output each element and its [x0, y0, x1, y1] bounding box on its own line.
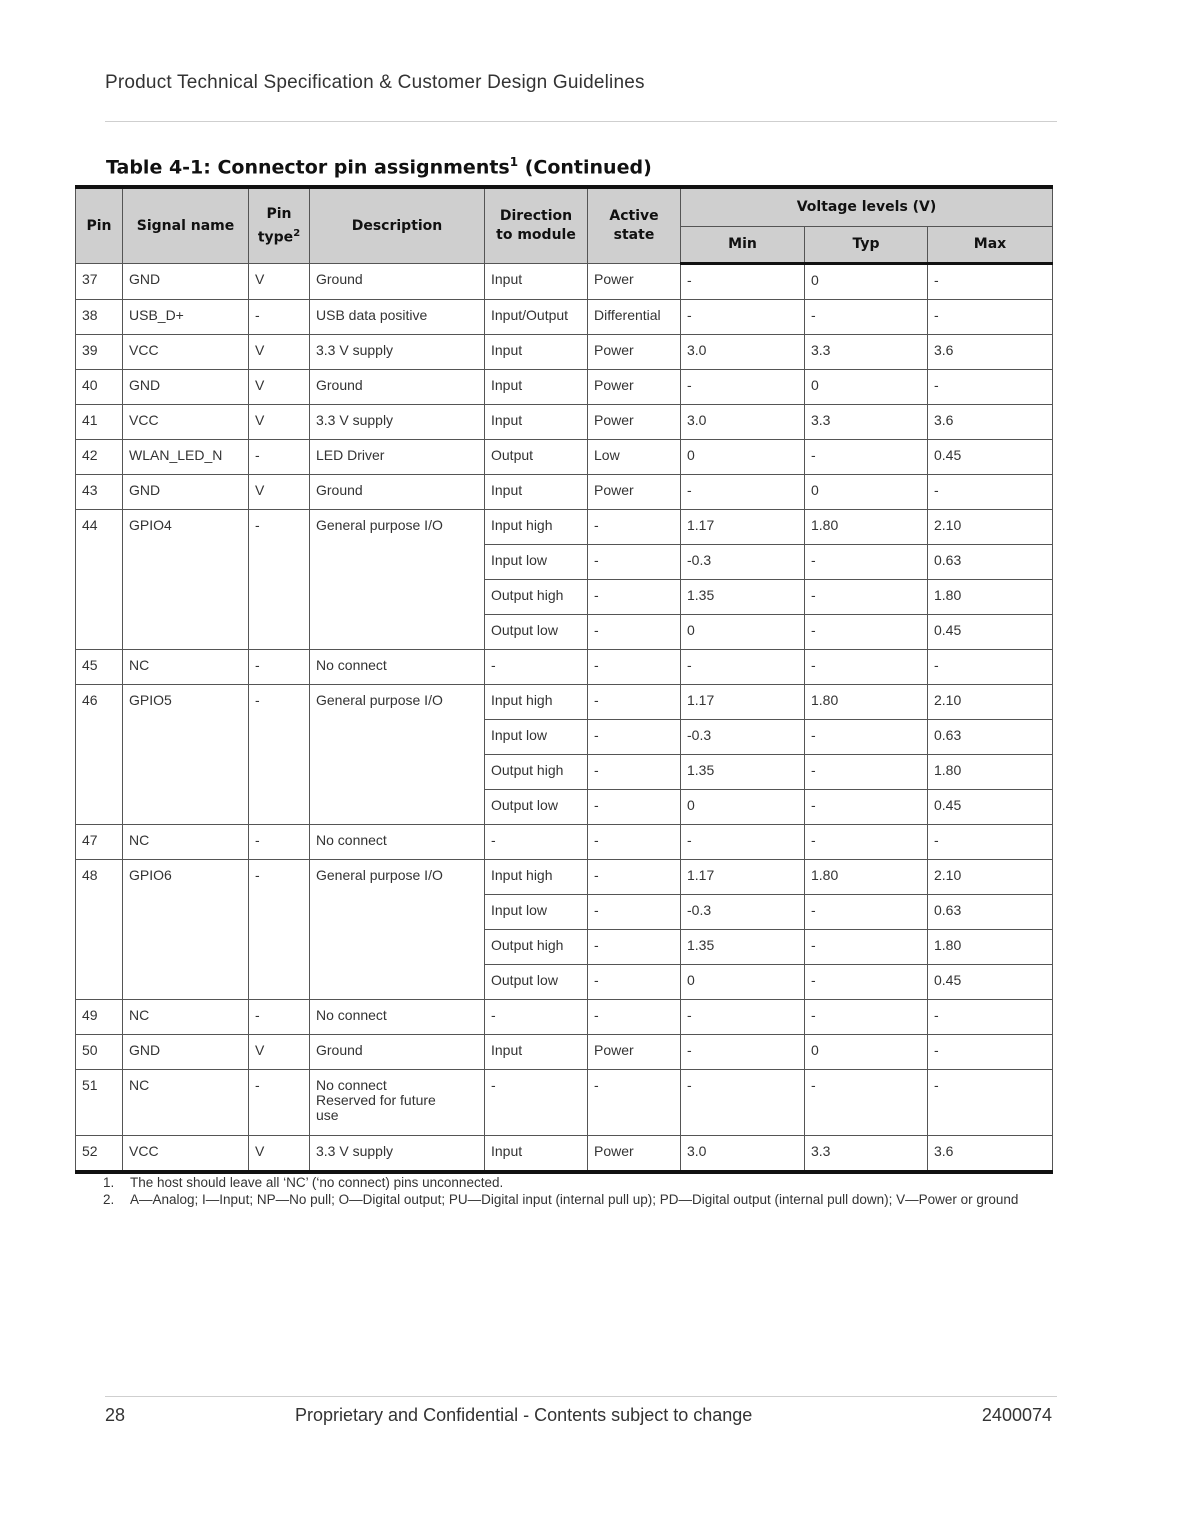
- cell-pin: 41: [76, 405, 123, 440]
- cell-min: 1.17: [681, 860, 805, 895]
- cell-active-state: Low: [588, 440, 681, 475]
- page-header: Product Technical Specification & Customer Design Guidelines: [105, 72, 645, 93]
- cell-active-state: Power: [588, 335, 681, 370]
- cell-min: -: [681, 1035, 805, 1070]
- cell-max: -: [928, 370, 1053, 405]
- cell-typ: -: [805, 755, 928, 790]
- table-row: [76, 440, 1053, 475]
- cell-pin: 42: [76, 440, 123, 475]
- cell-pin: 46: [76, 685, 123, 825]
- cell-typ: -: [805, 440, 928, 475]
- cell-direction: Output low: [485, 790, 588, 825]
- cell-description: [310, 825, 485, 860]
- cell-typ: 3.3: [805, 1136, 928, 1173]
- description-line: No connect: [316, 1007, 387, 1023]
- table-title-suffix: (Continued): [518, 156, 652, 179]
- cell-min: 0: [681, 615, 805, 650]
- cell-active-state: -: [588, 720, 681, 755]
- description-line: 3.3 V supply: [316, 412, 394, 428]
- cell-signal-name: WLAN_LED_N: [123, 440, 249, 475]
- cell-direction: -: [485, 825, 588, 860]
- cell-max: 1.80: [928, 930, 1053, 965]
- cell-min: -: [681, 1000, 805, 1035]
- cell-min: -: [681, 300, 805, 335]
- cell-description: [310, 1070, 485, 1136]
- cell-active-state: -: [588, 860, 681, 895]
- description-line: USB data positive: [316, 307, 428, 323]
- cell-min: 1.17: [681, 510, 805, 545]
- cell-description: [310, 1000, 485, 1035]
- header-direction-line1: Direction: [499, 208, 573, 224]
- cell-pin: 39: [76, 335, 123, 370]
- cell-active-state: -: [588, 1000, 681, 1035]
- cell-max: 0.45: [928, 440, 1053, 475]
- cell-direction: Input: [485, 370, 588, 405]
- cell-pin: 44: [76, 510, 123, 650]
- footnote-number: 1.: [103, 1175, 115, 1190]
- description-line: Ground: [316, 482, 363, 498]
- cell-min: 0: [681, 790, 805, 825]
- table-body: [76, 264, 1053, 1173]
- table-row: [76, 1000, 1053, 1035]
- cell-max: 0.63: [928, 720, 1053, 755]
- cell-active-state: -: [588, 650, 681, 685]
- cell-direction: Output: [485, 440, 588, 475]
- cell-min: -: [681, 1070, 805, 1136]
- cell-direction: -: [485, 1070, 588, 1136]
- table-row: [76, 264, 1053, 300]
- cell-direction: Input: [485, 1035, 588, 1070]
- cell-active-state: Power: [588, 1035, 681, 1070]
- table-row: [76, 685, 1053, 720]
- cell-active-state: Power: [588, 475, 681, 510]
- description-line: Ground: [316, 271, 363, 287]
- cell-pin-type: -: [249, 650, 310, 685]
- pin-assignments-table: [75, 185, 1053, 1174]
- header-signal-name: Signal name: [123, 187, 249, 264]
- cell-typ: -: [805, 965, 928, 1000]
- cell-typ: 1.80: [805, 860, 928, 895]
- cell-typ: 0: [805, 475, 928, 510]
- cell-max: 3.6: [928, 335, 1053, 370]
- cell-signal-name: GPIO5: [123, 685, 249, 825]
- cell-typ: -: [805, 1000, 928, 1035]
- cell-pin-type: -: [249, 825, 310, 860]
- cell-signal-name: NC: [123, 1070, 249, 1136]
- cell-description: [310, 300, 485, 335]
- header-rule: [105, 121, 1057, 122]
- cell-typ: -: [805, 895, 928, 930]
- cell-description: [310, 475, 485, 510]
- cell-typ: -: [805, 650, 928, 685]
- cell-min: -0.3: [681, 545, 805, 580]
- description-line: Ground: [316, 1042, 363, 1058]
- cell-pin: 52: [76, 1136, 123, 1173]
- cell-typ: 0: [805, 1035, 928, 1070]
- cell-typ: 3.3: [805, 405, 928, 440]
- cell-description: [310, 264, 485, 300]
- table-row: [76, 300, 1053, 335]
- cell-pin-type: V: [249, 370, 310, 405]
- cell-description: [310, 1035, 485, 1070]
- header-max: Max: [928, 227, 1053, 264]
- footnote-text: A—Analog; I—Input; NP—No pull; O—Digital output; PU—Digital input (internal pull up); PD—Digital output (internal pull down); V—Power or ground: [130, 1192, 1019, 1207]
- table-row: [76, 825, 1053, 860]
- cell-min: -: [681, 825, 805, 860]
- description-line: use: [316, 1107, 339, 1123]
- cell-description: [310, 440, 485, 475]
- table-row: [76, 1035, 1053, 1070]
- cell-typ: 3.3: [805, 335, 928, 370]
- cell-min: -0.3: [681, 720, 805, 755]
- cell-min: 1.17: [681, 685, 805, 720]
- cell-max: -: [928, 1000, 1053, 1035]
- cell-active-state: Power: [588, 370, 681, 405]
- cell-pin: 37: [76, 264, 123, 300]
- cell-min: -: [681, 264, 805, 300]
- table-row: [76, 370, 1053, 405]
- cell-description: [310, 1136, 485, 1173]
- cell-signal-name: VCC: [123, 335, 249, 370]
- cell-max: -: [928, 264, 1053, 300]
- cell-signal-name: USB_D+: [123, 300, 249, 335]
- cell-min: 3.0: [681, 1136, 805, 1173]
- footer-doc-number: 2400074: [981, 1405, 1052, 1425]
- header-voltage-levels: Voltage levels (V): [681, 187, 1053, 227]
- cell-description: [310, 510, 485, 650]
- cell-typ: -: [805, 300, 928, 335]
- cell-min: 3.0: [681, 335, 805, 370]
- header-description: Description: [310, 187, 485, 264]
- header-active-line1: Active: [609, 208, 659, 224]
- cell-direction: Input high: [485, 685, 588, 720]
- description-line: No connect: [316, 1077, 387, 1093]
- cell-typ: 0: [805, 370, 928, 405]
- cell-pin-type: V: [249, 335, 310, 370]
- cell-pin-type: V: [249, 264, 310, 300]
- description-line: Ground: [316, 377, 363, 393]
- cell-active-state: -: [588, 965, 681, 1000]
- cell-direction: Input low: [485, 720, 588, 755]
- footnotes: [103, 1174, 1043, 1208]
- cell-direction: -: [485, 650, 588, 685]
- cell-pin: 47: [76, 825, 123, 860]
- cell-pin: 51: [76, 1070, 123, 1136]
- cell-direction: Output low: [485, 615, 588, 650]
- footnote-number: 2.: [103, 1192, 115, 1207]
- cell-active-state: -: [588, 685, 681, 720]
- cell-pin-type: -: [249, 1070, 310, 1136]
- cell-signal-name: GND: [123, 264, 249, 300]
- cell-signal-name: GND: [123, 1035, 249, 1070]
- cell-min: -: [681, 370, 805, 405]
- cell-signal-name: GPIO4: [123, 510, 249, 650]
- table-row: [76, 475, 1053, 510]
- header-direction-line2: to module: [496, 227, 576, 243]
- cell-direction: Output high: [485, 755, 588, 790]
- cell-typ: -: [805, 790, 928, 825]
- cell-signal-name: VCC: [123, 1136, 249, 1173]
- cell-max: -: [928, 825, 1053, 860]
- cell-signal-name: VCC: [123, 405, 249, 440]
- cell-description: [310, 405, 485, 440]
- cell-direction: Output low: [485, 965, 588, 1000]
- table-row: [76, 335, 1053, 370]
- table-row: [76, 860, 1053, 895]
- cell-direction: Input: [485, 335, 588, 370]
- cell-direction: Output high: [485, 580, 588, 615]
- cell-pin-type: V: [249, 1136, 310, 1173]
- cell-active-state: -: [588, 1070, 681, 1136]
- cell-min: 1.35: [681, 580, 805, 615]
- header-active-line2: state: [613, 227, 655, 243]
- header-pin-type-footnote-ref: 2: [293, 227, 301, 239]
- cell-pin-type: -: [249, 860, 310, 1000]
- footer-confidential-notice: Proprietary and Confidential - Contents subject to change: [295, 1405, 753, 1425]
- cell-max: 2.10: [928, 860, 1053, 895]
- cell-typ: -: [805, 615, 928, 650]
- cell-min: -0.3: [681, 895, 805, 930]
- table-row: [76, 650, 1053, 685]
- cell-min: 1.35: [681, 755, 805, 790]
- cell-pin-type: -: [249, 1000, 310, 1035]
- footnote-text: The host should leave all ‘NC’ (‘no connect) pins unconnected.: [130, 1175, 504, 1190]
- cell-signal-name: GND: [123, 370, 249, 405]
- cell-min: -: [681, 650, 805, 685]
- table-title-footnote-ref: 1: [509, 155, 519, 169]
- cell-typ: -: [805, 825, 928, 860]
- cell-description: [310, 860, 485, 1000]
- header-pin: Pin: [76, 187, 123, 264]
- cell-max: 3.6: [928, 1136, 1053, 1173]
- cell-active-state: Power: [588, 264, 681, 300]
- cell-typ: -: [805, 720, 928, 755]
- cell-max: 0.45: [928, 965, 1053, 1000]
- cell-active-state: -: [588, 825, 681, 860]
- cell-pin-type: V: [249, 405, 310, 440]
- cell-pin: 50: [76, 1035, 123, 1070]
- cell-max: 2.10: [928, 685, 1053, 720]
- description-line: General purpose I/O: [316, 517, 443, 533]
- cell-active-state: -: [588, 755, 681, 790]
- cell-typ: -: [805, 580, 928, 615]
- cell-min: 0: [681, 965, 805, 1000]
- cell-direction: Input: [485, 405, 588, 440]
- cell-active-state: -: [588, 545, 681, 580]
- description-line: 3.3 V supply: [316, 342, 394, 358]
- cell-direction: Input low: [485, 895, 588, 930]
- cell-max: -: [928, 1035, 1053, 1070]
- cell-active-state: Power: [588, 1136, 681, 1173]
- cell-description: [310, 650, 485, 685]
- cell-pin-type: -: [249, 440, 310, 475]
- cell-pin-type: V: [249, 475, 310, 510]
- cell-active-state: -: [588, 895, 681, 930]
- table-row: [76, 405, 1053, 440]
- cell-max: 0.45: [928, 790, 1053, 825]
- cell-typ: 0: [805, 264, 928, 300]
- cell-max: 1.80: [928, 755, 1053, 790]
- cell-description: [310, 370, 485, 405]
- cell-direction: Input high: [485, 510, 588, 545]
- cell-direction: Input: [485, 475, 588, 510]
- cell-description: [310, 335, 485, 370]
- footnote-2: [103, 1191, 1043, 1208]
- cell-max: 3.6: [928, 405, 1053, 440]
- table-row: [76, 1070, 1053, 1136]
- cell-pin: 38: [76, 300, 123, 335]
- cell-min: 3.0: [681, 405, 805, 440]
- cell-pin: 48: [76, 860, 123, 1000]
- footer-page-number: 28: [105, 1405, 126, 1425]
- cell-max: -: [928, 1070, 1053, 1136]
- header-typ: Typ: [805, 227, 928, 264]
- description-line: 3.3 V supply: [316, 1143, 394, 1159]
- cell-direction: Input/Output: [485, 300, 588, 335]
- cell-max: 0.63: [928, 545, 1053, 580]
- description-line: General purpose I/O: [316, 692, 443, 708]
- cell-min: 1.35: [681, 930, 805, 965]
- cell-pin-type: -: [249, 510, 310, 650]
- cell-pin: 43: [76, 475, 123, 510]
- header-pin-type: [249, 187, 310, 264]
- cell-max: 0.63: [928, 895, 1053, 930]
- cell-signal-name: NC: [123, 650, 249, 685]
- description-line: General purpose I/O: [316, 867, 443, 883]
- table-title: [106, 155, 652, 178]
- cell-signal-name: GPIO6: [123, 860, 249, 1000]
- cell-description: [310, 685, 485, 825]
- cell-active-state: Power: [588, 405, 681, 440]
- cell-direction: Input: [485, 1136, 588, 1173]
- header-direction: [485, 187, 588, 264]
- cell-signal-name: GND: [123, 475, 249, 510]
- cell-direction: -: [485, 1000, 588, 1035]
- cell-max: -: [928, 475, 1053, 510]
- cell-active-state: -: [588, 580, 681, 615]
- table-title-text: Table 4-1: Connector pin assignments: [106, 156, 510, 179]
- header-pin-type-line1: Pin: [266, 205, 292, 222]
- cell-pin-type: V: [249, 1035, 310, 1070]
- cell-pin-type: -: [249, 300, 310, 335]
- cell-typ: 1.80: [805, 685, 928, 720]
- header-pin-type-line2: type: [257, 229, 294, 246]
- cell-max: 0.45: [928, 615, 1053, 650]
- table-row: [76, 510, 1053, 545]
- cell-active-state: -: [588, 790, 681, 825]
- cell-typ: -: [805, 545, 928, 580]
- footer-rule: [105, 1396, 1057, 1397]
- cell-active-state: -: [588, 510, 681, 545]
- cell-max: 1.80: [928, 580, 1053, 615]
- cell-active-state: -: [588, 615, 681, 650]
- cell-min: 0: [681, 440, 805, 475]
- description-line: LED Driver: [316, 447, 385, 463]
- cell-max: -: [928, 650, 1053, 685]
- cell-active-state: -: [588, 930, 681, 965]
- cell-pin: 40: [76, 370, 123, 405]
- cell-typ: -: [805, 930, 928, 965]
- cell-direction: Input: [485, 264, 588, 300]
- cell-pin: 45: [76, 650, 123, 685]
- cell-direction: Input high: [485, 860, 588, 895]
- cell-signal-name: NC: [123, 1000, 249, 1035]
- description-line: No connect: [316, 657, 387, 673]
- cell-max: -: [928, 300, 1053, 335]
- header-active-state: [588, 187, 681, 264]
- table-row: [76, 1136, 1053, 1173]
- cell-direction: Input low: [485, 545, 588, 580]
- header-min: Min: [681, 227, 805, 264]
- cell-pin: 49: [76, 1000, 123, 1035]
- cell-min: -: [681, 475, 805, 510]
- cell-typ: -: [805, 1070, 928, 1136]
- description-line: Reserved for future: [316, 1092, 436, 1108]
- description-line: No connect: [316, 832, 387, 848]
- cell-direction: Output high: [485, 930, 588, 965]
- cell-signal-name: NC: [123, 825, 249, 860]
- cell-max: 2.10: [928, 510, 1053, 545]
- cell-active-state: Differential: [588, 300, 681, 335]
- footnote-1: [103, 1174, 1043, 1191]
- cell-typ: 1.80: [805, 510, 928, 545]
- cell-pin-type: -: [249, 685, 310, 825]
